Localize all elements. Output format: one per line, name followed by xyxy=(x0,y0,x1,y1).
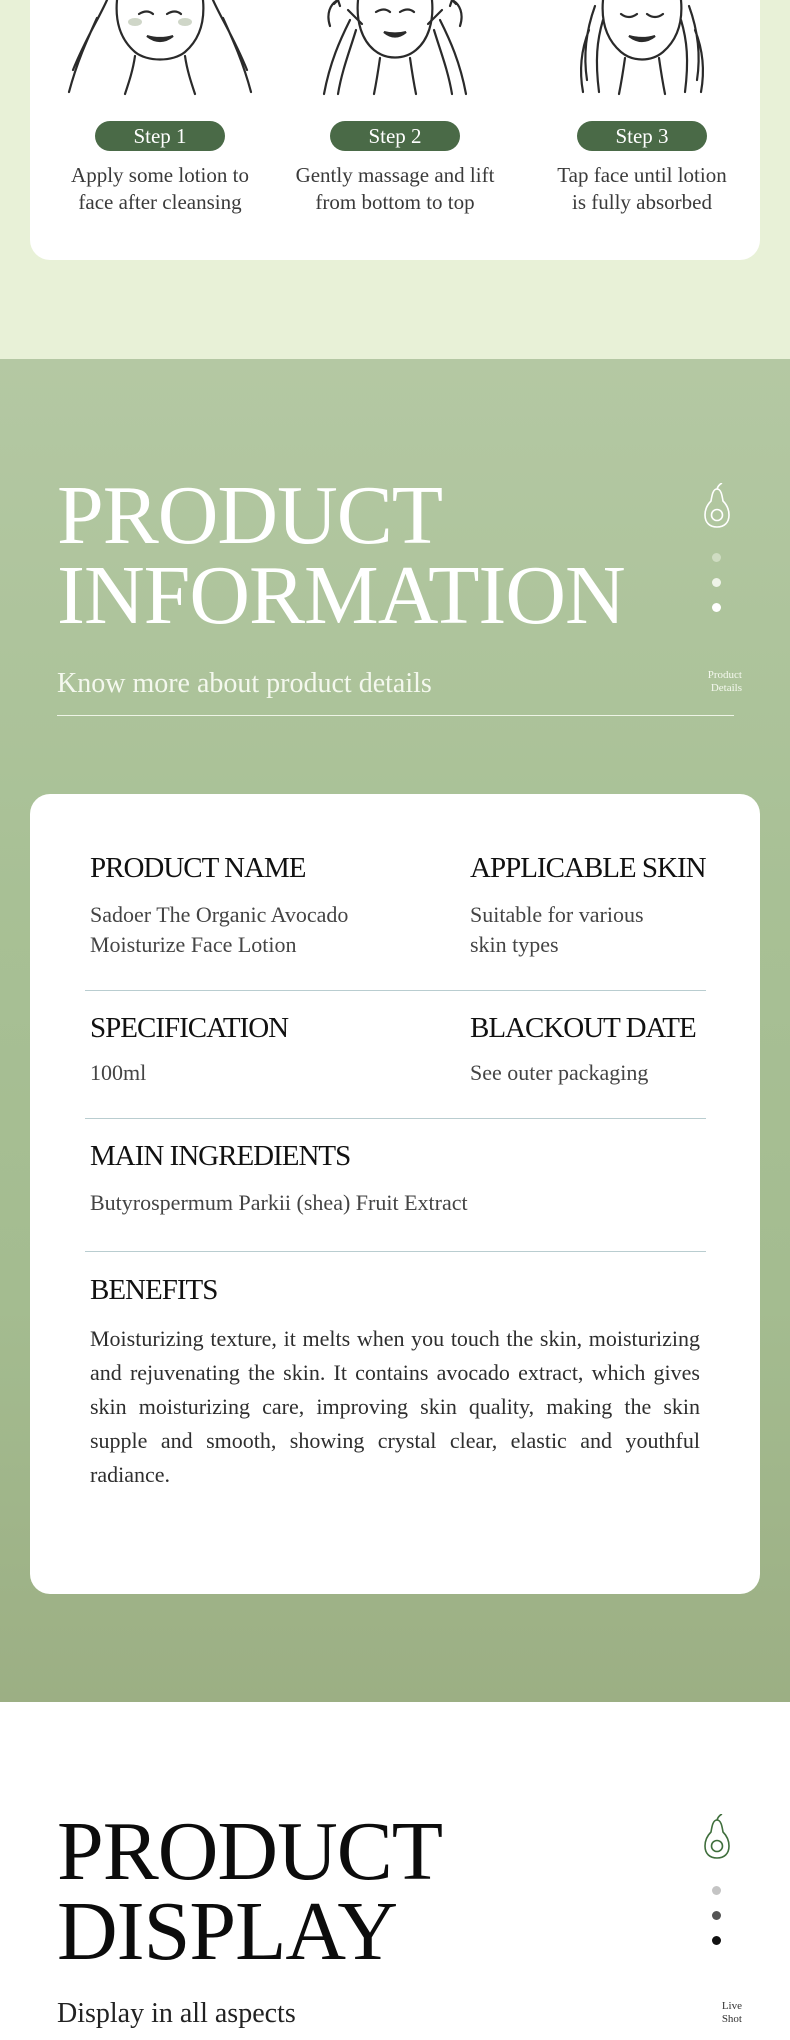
side-decoration xyxy=(692,1814,742,2025)
product-display-subtitle: Display in all aspects xyxy=(57,1998,296,2029)
pager-dot xyxy=(712,1911,721,1920)
face-lift-illustration-icon xyxy=(290,0,500,96)
pager-dot xyxy=(712,603,721,612)
product-information-subtitle: Know more about product details xyxy=(57,668,432,699)
title-line: INFORMATION xyxy=(57,549,625,642)
product-information-section xyxy=(0,359,790,1702)
step-description xyxy=(527,162,757,216)
benefits-text: Moisturizing texture, it melts when you touch the skin, moisturizing and rejuvenating the skin. It contains avocado extract, which gives skin moisturizing care, improving skin quality, making the skin supple and smooth, showing crystal clear, elastic and youthful radiance. xyxy=(90,1326,700,1487)
side-decoration xyxy=(692,483,742,694)
divider xyxy=(57,715,734,716)
divider xyxy=(85,1118,706,1119)
product-details-card xyxy=(30,794,760,1594)
product-display-title xyxy=(57,1805,443,1978)
step-label: Step 2 xyxy=(330,121,460,151)
blackout-date-label: BLACKOUT DATE xyxy=(470,1012,696,1044)
pager-dot xyxy=(712,1886,721,1895)
side-label xyxy=(692,669,742,695)
side-label-line: Shot xyxy=(721,2013,742,2025)
product-name-line: Moisturize Face Lotion xyxy=(90,932,297,957)
applicable-skin-label: APPLICABLE SKIN xyxy=(470,852,706,884)
blackout-date-value: See outer packaging xyxy=(470,1060,649,1085)
step-description-line: Gently massage and lift xyxy=(295,163,495,187)
face-massage-illustration-icon xyxy=(55,0,265,96)
step-description-line: from bottom to top xyxy=(315,190,475,214)
step-description-line: is fully absorbed xyxy=(572,190,712,214)
step-description-line: face after cleansing xyxy=(78,190,242,214)
face-tap-illustration-icon xyxy=(537,0,747,96)
step-label: Step 3 xyxy=(577,121,707,151)
steps-card xyxy=(30,0,760,260)
specification-label: SPECIFICATION xyxy=(90,1012,289,1044)
specification-value: 100ml xyxy=(90,1060,147,1085)
pager-dot xyxy=(712,553,721,562)
step-1 xyxy=(45,0,275,240)
step-2 xyxy=(280,0,510,240)
avocado-icon xyxy=(692,1814,742,1860)
steps-section xyxy=(0,0,790,359)
step-label: Step 1 xyxy=(95,121,225,151)
title-line: PRODUCT xyxy=(57,1805,443,1898)
benefits-label: BENEFITS xyxy=(90,1274,218,1306)
avocado-icon xyxy=(692,483,742,529)
side-label-line: Product xyxy=(707,669,742,681)
product-name-label: PRODUCT NAME xyxy=(90,852,306,884)
divider xyxy=(85,990,706,991)
applicable-skin-line: skin types xyxy=(470,932,559,957)
step-3 xyxy=(527,0,757,240)
pager-dot xyxy=(712,1936,721,1945)
step-description xyxy=(280,162,510,216)
product-name-value xyxy=(90,900,348,960)
applicable-skin-line: Suitable for various xyxy=(470,902,644,927)
side-label xyxy=(692,2000,742,2026)
step-description-line: Tap face until lotion xyxy=(557,163,727,187)
divider xyxy=(85,1251,706,1252)
applicable-skin-value xyxy=(470,900,644,960)
title-line: DISPLAY xyxy=(57,1885,397,1978)
step-description xyxy=(45,162,275,216)
product-name-line: Sadoer The Organic Avocado xyxy=(90,902,349,927)
side-label-line: Live xyxy=(721,2000,742,2012)
step-description-line: Apply some lotion to xyxy=(71,163,249,187)
title-line: PRODUCT xyxy=(57,469,443,562)
main-ingredients-label: MAIN INGREDIENTS xyxy=(90,1140,351,1172)
pager-dot xyxy=(712,578,721,587)
side-label-line: Details xyxy=(710,682,742,694)
main-ingredients-value: Butyrospermum Parkii (shea) Fruit Extract xyxy=(90,1190,468,1215)
product-display-section xyxy=(0,1702,790,2040)
product-information-title xyxy=(57,469,625,642)
